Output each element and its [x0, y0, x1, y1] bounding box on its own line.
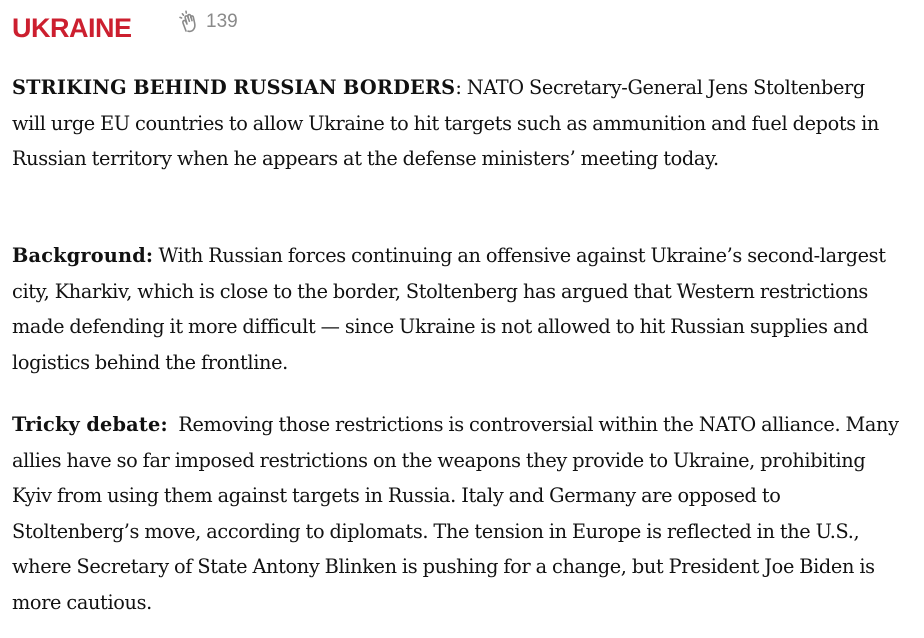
paragraph-body: NATO Secretary-General Jens Stoltenberg will urge EU countries to allow Ukraine to hit targets such as ammunition and fuel depots in Russian territory when he appears at the defense ministers’ meeting today. — [12, 76, 879, 170]
clap-count: 139 — [206, 11, 238, 32]
article-header — [12, 0, 908, 56]
paragraph-striking — [12, 70, 892, 177]
article — [12, 0, 908, 614]
paragraph-lead: Tricky debate: — [12, 413, 168, 436]
paragraph-lead-separator: : — [455, 76, 462, 99]
paragraph-tricky-debate — [12, 407, 902, 620]
section-label: UKRAINE — [12, 13, 132, 43]
paragraph-background — [12, 238, 892, 380]
clap-button[interactable] — [178, 9, 238, 35]
paragraph-lead: Background: — [12, 244, 154, 267]
paragraph-body: Removing those restrictions is controversial within the NATO alliance. Many allies have so far imposed restrictions on the weapons they provide to Ukraine, prohibiting Kyiv from using them against targets in Russia. Italy and Germany are opposed to Stoltenberg’s move, according to diplomats. The tension in Europe is reflected in the U.S., where Secretary of State Antony Blinken is pushing for a change, but President Joe Biden is more cautious. — [12, 413, 904, 614]
paragraph-body: With Russian forces continuing an offensive against Ukraine’s second-largest city, Kharkiv, which is close to the border, Stoltenberg has argued that Western restrictions made defending it more difficult — since Ukraine is not allowed to hit Russian supplies and logistics behind the frontline. — [12, 244, 886, 374]
clap-hands-icon — [178, 10, 204, 34]
paragraph-lead: STRIKING BEHIND RUSSIAN BORDERS — [12, 76, 456, 99]
